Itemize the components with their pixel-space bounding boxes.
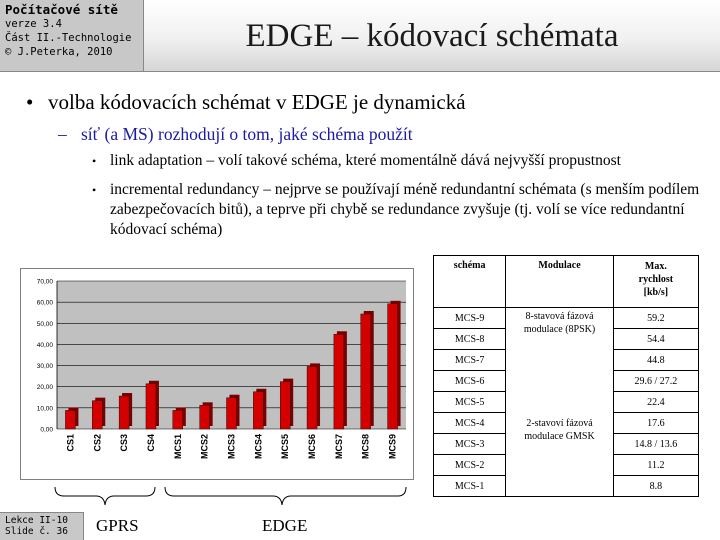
bullet-level3-text: link adaptation – volí takové schéma, které momentálně dává nejvyšší propustnost (110, 152, 621, 169)
x-tick-label: MCS1 (172, 434, 183, 460)
bullet-dot-icon: • (26, 90, 34, 114)
table-row (434, 413, 699, 434)
speed-cell: 8.8 (613, 476, 698, 497)
course-copyright: © J.Peterka, 2010 (5, 46, 113, 58)
y-tick-label: 70,00 (36, 278, 53, 286)
x-tick-label: CS2 (92, 434, 103, 452)
scheme-cell: MCS-7 (434, 350, 506, 371)
x-tick-label: CS4 (145, 434, 156, 452)
gprs-bracket (55, 487, 155, 505)
bullet-level1-text: volba kódovacích schémat v EDGE je dynamická (48, 90, 466, 114)
scheme-cell: MCS-4 (434, 413, 506, 434)
x-tick-label: MCS8 (360, 434, 371, 460)
speed-cell: 17.6 (613, 413, 698, 434)
y-tick-label: 50,00 (36, 320, 53, 328)
scheme-cell: MCS-8 (434, 329, 506, 350)
x-tick-label: MCS7 (333, 434, 344, 460)
x-tick-label: MCS6 (307, 434, 318, 460)
scheme-cell: MCS-1 (434, 476, 506, 497)
y-tick-label: 10,00 (36, 405, 53, 413)
scheme-cell: MCS-6 (434, 371, 506, 392)
y-tick-label: 30,00 (36, 363, 53, 371)
speed-cell: 11.2 (613, 455, 698, 476)
table-header-row (434, 256, 699, 308)
speed-cell: 14.8 / 13.6 (613, 434, 698, 455)
course-version: verze 3.4 (5, 18, 62, 30)
lesson-number: Lekce II-10 (5, 515, 68, 526)
modulation-8psk-cell: 8-stavová fázová modulace (8PSK) (506, 308, 614, 371)
y-tick-label: 20,00 (36, 384, 53, 392)
gprs-label: GPRS (96, 516, 139, 535)
bullet-dot-icon: • (92, 154, 97, 168)
speed-cell: 59.2 (613, 308, 698, 329)
x-tick-label: MCS5 (280, 434, 291, 460)
y-tick-label: 40,00 (36, 341, 53, 349)
bullet-level3-text: incremental redundancy – nejprve se používají méně redundantní schémata (s menším podílem zabezpečovacích bitů), a teprve při chybě se redundance zvyšuje (tj. volí se více redundantní kódovací schéma) (110, 181, 700, 238)
x-tick-label: MCS3 (226, 434, 237, 460)
edge-bracket (165, 487, 406, 505)
slide-title: EDGE – kódovací schémata (245, 18, 619, 54)
bullet-level2-text: síť (a MS) rozhodují o tom, jaké schéma použít (81, 124, 413, 144)
y-tick-label: 0,00 (40, 426, 53, 434)
x-tick-label: CS1 (65, 434, 76, 452)
coding-scheme-table (433, 255, 699, 497)
x-tick-label: MCS9 (387, 434, 398, 460)
header-scheme: schéma (434, 256, 506, 308)
table-row (434, 308, 699, 329)
scheme-cell: MCS-2 (434, 455, 506, 476)
x-tick-label: MCS2 (199, 434, 210, 460)
x-tick-label: MCS4 (253, 434, 264, 460)
header-modulation: Modulace (506, 256, 614, 308)
x-tick-label: CS3 (119, 434, 130, 452)
edge-label: EDGE (262, 516, 308, 535)
bullet-dot-icon: • (92, 183, 97, 197)
bullet-dash-icon: – (58, 124, 67, 144)
modulation-gmsk-cell: 2-stavoví fázová modulace GMSK (506, 413, 614, 497)
scheme-cell: MCS-3 (434, 434, 506, 455)
lesson-info-box (0, 512, 84, 540)
course-part: Část II.-Technologie (5, 32, 132, 44)
speed-cell: 44.8 (613, 350, 698, 371)
y-tick-label: 60,00 (36, 299, 53, 307)
slide-number: Slide č. 36 (5, 526, 68, 537)
modulation-blank-cell (506, 371, 614, 413)
header-speed: Max. rychlost [kb/s] (613, 256, 698, 308)
table-row (434, 371, 699, 392)
speed-cell: 22.4 (613, 392, 698, 413)
scheme-cell: MCS-5 (434, 392, 506, 413)
speed-cell: 29.6 / 27.2 (613, 371, 698, 392)
speed-cell: 54.4 (613, 329, 698, 350)
course-title: Počítačové sítě (5, 2, 118, 17)
scheme-cell: MCS-9 (434, 308, 506, 329)
